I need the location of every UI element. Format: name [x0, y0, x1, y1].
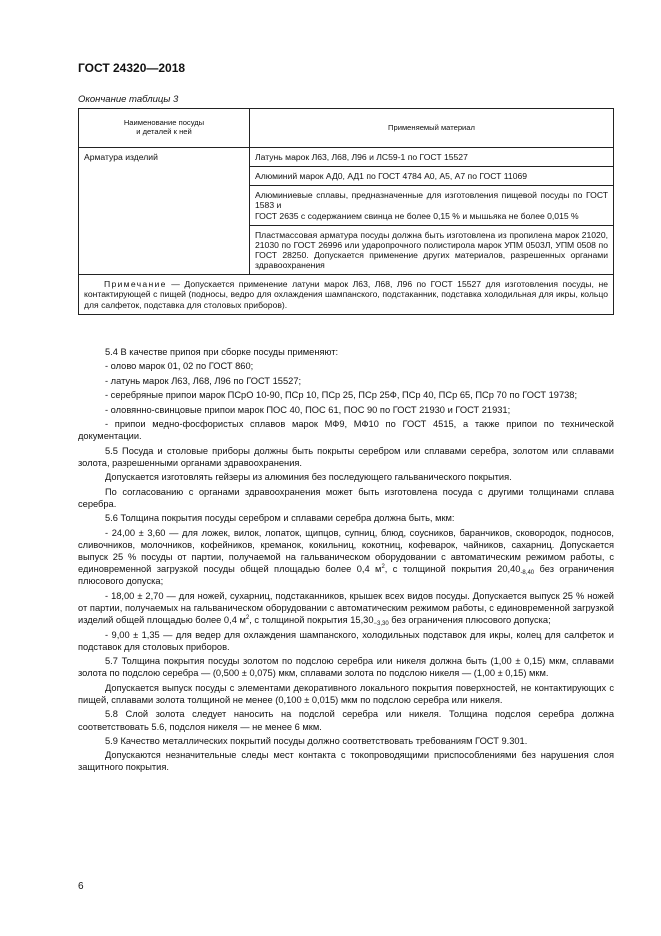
table-header-row — [79, 109, 614, 148]
list-item: - припои медно-фосфористых сплавов марок МФ9, МФ10 по ГОСТ 4515, а также припои по технической документации. — [78, 418, 614, 442]
row-label-fittings: Арматура изделий — [79, 148, 250, 275]
list-item: - 24,00 ± 3,60 — для ложек, вилок, лопаток, щипцов, супниц, блюд, соусников, баранчиков, сковородок, подносов, сливочников, молочников, кофейников, креманок, кокильниц, кокотниц, кофеварок, чайников, сахарниц. Допускается выпуск 25 % посуды от партии, получаемой на гальваническом оборудовании с автоматическим режимом работы, с единовременной загрузкой посуды общей площадью более 0,4 $м^2$, с толщиной покрытия $20,40_{-8,40}$ без ограничения плюсового допуска; — [78, 527, 614, 587]
paragraph-5-9: 5.9 Качество металлических покрытий посуды должно соответствовать требованиям ГОСТ 9.301. — [105, 735, 528, 746]
paragraph: Допускаются незначительные следы мест контакта с токопроводящими приспособлениями без нарушения слоя защитного покрытия. — [78, 750, 614, 773]
document-body — [78, 346, 614, 776]
document-header: ГОСТ 24320—2018 — [78, 61, 186, 75]
list-item: - олово марок 01, 02 по ГОСТ 860; — [105, 361, 254, 372]
paragraph: Допускается выпуск посуды с элементами декоративного локального покрытия поверхностей, не контактирующих с пищей, сплавами золота толщиной не менее (0,100 ± 0,015) мкм по подслою серебра или никеля. — [78, 682, 614, 705]
list-item: - оловянно-свинцовые припои марок ПОС 40, ПОС 61, ПОС 90 по ГОСТ 21930 и ГОСТ 21931; — [105, 404, 511, 415]
table-row — [79, 148, 614, 167]
table-caption: Окончание таблицы 3 — [78, 94, 179, 105]
table-note — [79, 275, 614, 314]
paragraph: Допускается изготовлять гейзеры из алюминия без последующего гальванического покрытия. — [105, 472, 512, 483]
material-aluminium-alloys: Алюминиевые сплавы, предназначенные для изготовления пищевой посуды по ГОСТ 1583 и ГОСТ 2635 с содержанием свинца не более 0,15 % и мышьяка не более 0,015 % — [250, 186, 614, 225]
paragraph-5-6: 5.6 Толщина покрытия посуды серебром и сплавами серебра должна быть, мкм: — [105, 513, 455, 524]
note-text: — Допускается применение латуни марок Л63, Л68, Л96 по ГОСТ 15527 для изготовления посуды, не контактирующей с пищей (подносы, ведро для охлаждения шампанского, подстаканник, подставка холодильная для икры, кольцо для салфеток, подставка для столовых приборов). — [84, 279, 608, 310]
paragraph: По согласованию с органами здравоохранения может быть изготовлена посуда с другими толщинами сплава серебра. — [78, 486, 614, 509]
list-item: - латунь марок Л63, Л68, Л96 по ГОСТ 15527; — [105, 375, 302, 386]
page-number: 6 — [78, 881, 84, 892]
list-item: - 9,00 ± 1,35 — для ведер для охлаждения шампанского, холодильных подставок для икры, колец для салфеток и подставок для столовых приборов. — [78, 629, 614, 652]
materials-table — [78, 108, 614, 315]
list-item: - серебряные припои марок ПСрО 10-90, ПСр 10, ПСр 25, ПСр 25Ф, ПСр 40, ПСр 65, ПСр 70 по ГОСТ 19738; — [105, 390, 578, 401]
paragraph-5-4: 5.4 В качестве припоя при сборке посуды применяют: — [105, 347, 339, 357]
material-aluminium: Алюминий марок АД0, АД1 по ГОСТ 4784 А0, А5, А7 по ГОСТ 11069 — [250, 167, 614, 186]
list-item: - 18,00 ± 2,70 — для ножей, сухарниц, подстаканников, крышек всех видов посуды. Допускается выпуск 25 % ножей от партии, получаемых на гальваническом оборудовании с автоматическим режимом работы, с единовременной загрузкой изделий общей площадью более 0,4 $м^2$, с толщиной покрытия $15,30_{-3,30}$ без ограничения плюсового допуска; — [78, 590, 614, 628]
header-material: Применяемый материал — [250, 109, 614, 148]
table-note-row — [79, 275, 614, 314]
material-brass: Латунь марок Л63, Л68, Л96 и ЛС59-1 по ГОСТ 15527 — [250, 148, 614, 167]
paragraph-5-8: 5.8 Слой золота следует наносить на подслой серебра или никеля. Толщина подслоя серебра должна соответствовать 5.6, подслоя никеля — не менее 6 мкм. — [78, 709, 614, 732]
paragraph-5-7: 5.7 Толщина покрытия посуды золотом по подслою серебра или никеля должна быть (1,00 ± 0,15) мкм, сплавами золота по подслою серебра — (0,500 ± 0,075) мкм, сплавами золота по подслою никеля — (1,00 ± 0,15) мкм. — [78, 656, 614, 679]
header-item-name: Наименование посуды и деталей к ней — [79, 109, 250, 148]
material-plastic: Пластмассовая арматура посуды должна быть изготовлена из пропилена марок 21020, 21030 по ГОСТ 26996 или ударопрочного полистирола марок УПМ 0503Л, УПМ 0508 по ГОСТ 28250. Допускается применение других материалов, разрешенных органами здравоохранения — [250, 225, 614, 275]
note-label: Примечание — [104, 279, 167, 290]
paragraph-5-5: 5.5 Посуда и столовые приборы должны быть покрыты серебром или сплавами серебра, золотом или сплавами золота, разрешенными органами здравоохранения. — [78, 445, 614, 468]
